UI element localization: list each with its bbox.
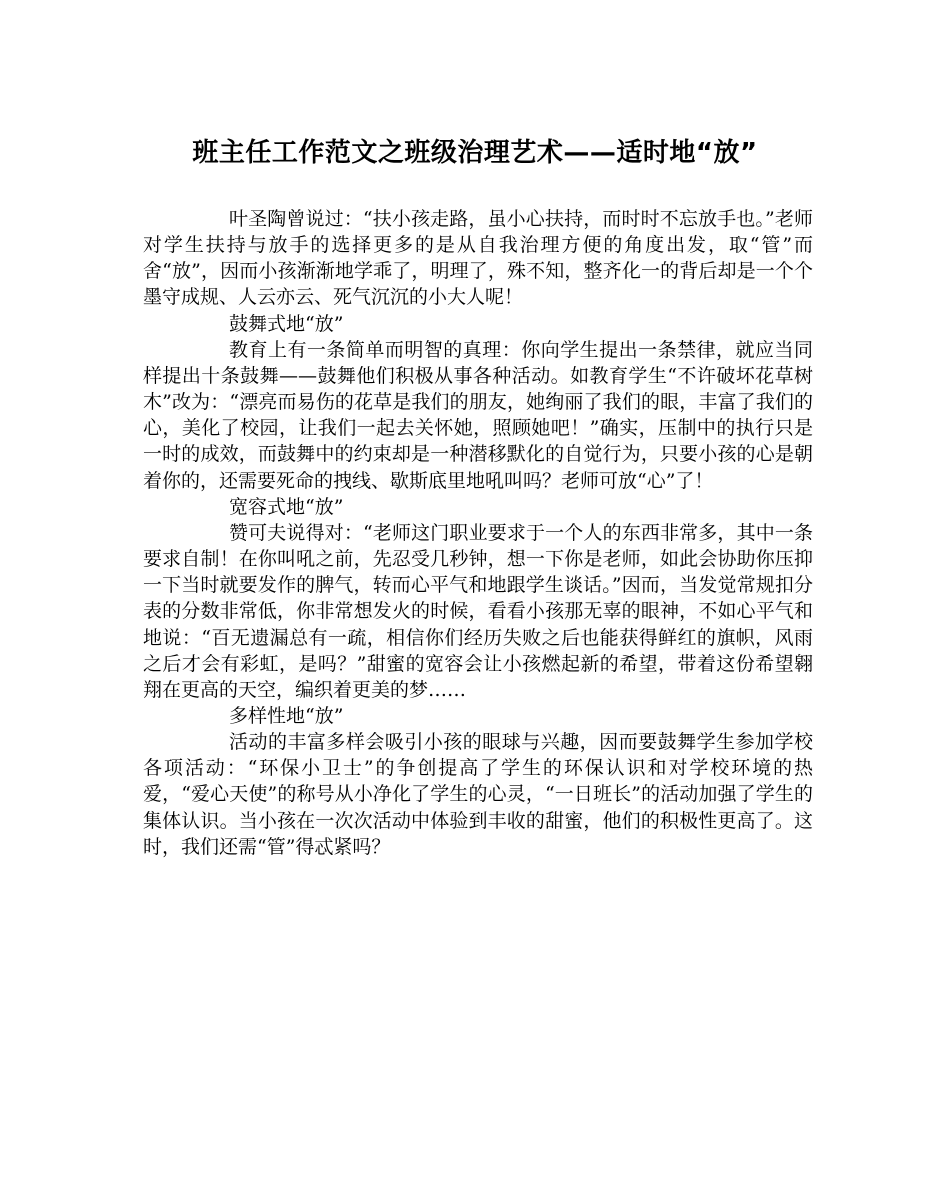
paragraph-intro: 叶圣陶曾说过：“扶小孩走路，虽小心扶持，而时时不忘放手也。”老师对学生扶持与放手的选择更多的是从自我治理方便的角度出发，取“管”而舍“放”，因而小孩渐渐地学乖了，明理了，殊不知，整齐化一的背后却是一个个墨守成规、人云亦云、死气沉沉的小大人呢！: [143, 208, 813, 309]
section-heading-tolerance: 宽容式地“放”: [229, 495, 344, 518]
document-body: [143, 206, 813, 860]
document-title: 班主任工作范文之班级治理艺术——适时地“放”: [192, 138, 758, 168]
section-heading-diversity: 多样性地“放”: [229, 704, 344, 727]
paragraph-tolerance: 赞可夫说得对：“老师这门职业要求于一个人的东西非常多，其中一条要求自制！在你叫吼之前，先忍受几秒钟，想一下你是老师，如此会协助你压抑一下当时就要发作的脾气，转而心平气和地跟学生谈话。”因而，当发觉常规扣分表的分数非常低，你非常想发火的时候，看看小孩那无辜的眼神，不如心平气和地说：“百无遗漏总有一疏，相信你们经历失败之后也能获得鲜红的旗帜，风雨之后才会有彩虹，是吗？”甜蜜的宽容会让小孩燃起新的希望，带着这份希望翱翔在更高的天空，编织着更美的梦……: [143, 521, 813, 701]
paragraph-diversity: 活动的丰富多样会吸引小孩的眼球与兴趣，因而要鼓舞学生参加学校各项活动：“环保小卫士”的争创提高了学生的环保认识和对学校环境的热爱，“爱心天使”的称号从小净化了学生的心灵，“一日班长”的活动加强了学生的集体认识。当小孩在一次次活动中体验到丰收的甜蜜，他们的积极性更高了。这时，我们还需“管”得忒紧吗？: [143, 731, 813, 858]
section-heading-encourage: 鼓舞式地“放”: [229, 312, 344, 335]
paragraph-encourage: 教育上有一条简单而明智的真理：你向学生提出一条禁律，就应当同样提出十条鼓舞——鼓舞他们积极从事各种活动。如教育学生“不许破坏花草树木”改为：“漂亮而易伤的花草是我们的朋友，她绚丽了我们的眼，丰富了我们的心，美化了校园，让我们一起去关怀她，照顾她吧！”确实，压制中的执行只是一时的成效，而鼓舞中的约束却是一种潜移默化的自觉行为，只要小孩的心是朝着你的，还需要死命的拽线、歇斯底里地吼叫吗？老师可放“心”了！: [143, 338, 813, 492]
